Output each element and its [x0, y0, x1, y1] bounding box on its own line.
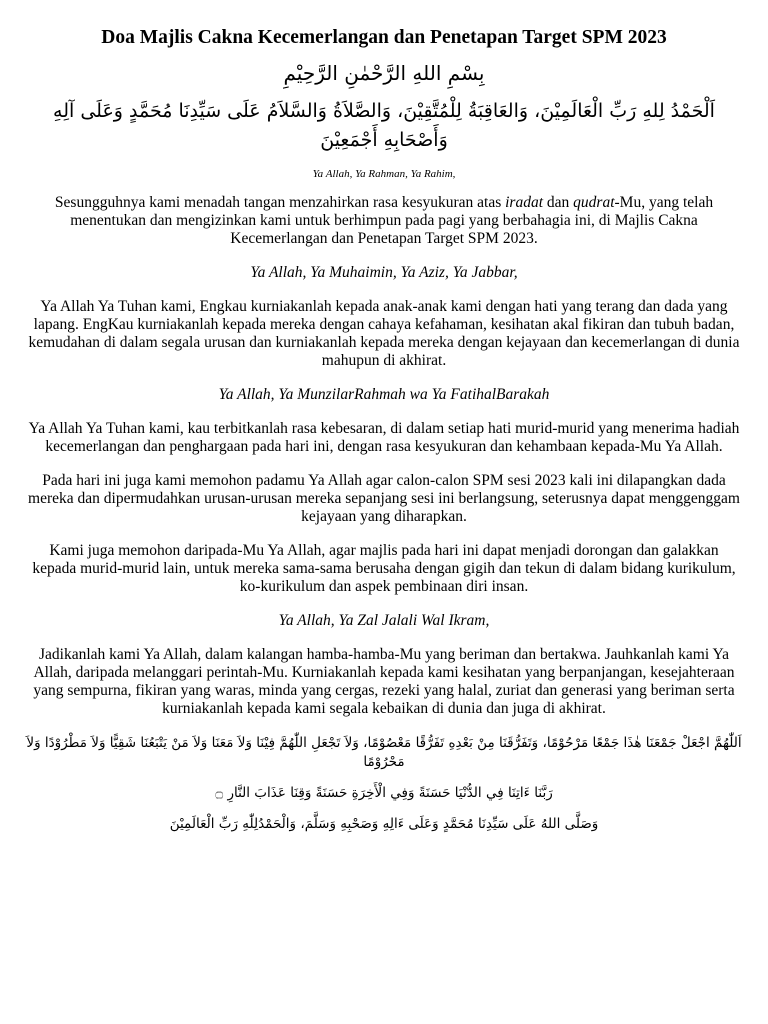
iradat-term: iradat [505, 194, 544, 212]
hamdalah-text: اَلْحَمْدُ لِلهِ رَبِّ الْعَالَمِيْنَ، وَالعَاقِبَةُ لِلْمُتَّقِيْنَ، وَالصَّلاَةُ وَالسَّلاَمُ عَلَى سَيِّدِنَا مُحَمَّدٍ وَعَلَى آلِهِ وَأَصْحَابِهِ أَجْمَعِيْنَ [53, 100, 715, 151]
paragraph-gratitude-part: -Mu, yang telah menentukan dan mengizinkan kami untuk berhimpun pada pagi yang berbahagia ini, di Majlis Cakna Kecemerlangan dan Penetapan Target SPM 2023. [70, 194, 714, 248]
paragraph-gratitude [26, 194, 742, 248]
paragraph-faithful-servants: Jadikanlah kami Ya Allah, dalam kalangan hamba-hamba-Mu yang beriman dan bertakwa. Jauhkanlah kami Ya Allah, daripada melanggari perintah-Mu. Kurniakanlah kepada kami kesihatan yang berpanjangan, kesejahteraan yang sempurna, fikiran yang waras, minda yang cergas, rezeki yang halal, zuriat dan generasi yang beriman serta kurniakanlah kepada kami segala kebaikan di dunia dan juga di akhirat. [33, 646, 735, 718]
paragraph-award-recipients: Ya Allah Ya Tuhan kami, kau terbitkanlah rasa kebesaran, di dalam setiap hati murid-murid yang menerima hadiah kecemerlangan dan penghargaan pada hari ini, dengan rasa kesyukuran dan kehambaan kepada-Mu Ya Allah. [28, 420, 740, 456]
paragraph-children-blessing: Ya Allah Ya Tuhan kami, Engkau kurniakanlah kepada anak-anak kami dengan hati yang terang dan dada yang lapang. EngKau kurniakanlah kepada mereka dengan cahaya kefahaman, kesihatan akal fikiran dan tubuh badan, kemudahan di dalam segala urusan dan kurniakanlah kepada mereka dengan kejayaan dan kecemerlangan di dunia mahupun di akhirat. [28, 298, 740, 370]
invocation-munzilar: Ya Allah, Ya MunzilarRahmah wa Ya FatihalBarakah [218, 386, 550, 404]
basmala-text: بِسْمِ اللهِ الرَّحْمٰنِ الرَّحِيْمِ [283, 61, 485, 86]
arabic-closing-salawat: وَصَلَّى اللهُ عَلَى سَيِّدِنَا مُحَمَّدٍ وَعَلَى ءَالِهِ وَصَحْبِهِ وَسَلَّمَ، وَالْحَمْدُلِلّٰهِ رَبِّ الْعَالَمِيْنَ [169, 816, 599, 833]
invocation-zal-jalali: Ya Allah, Ya Zal Jalali Wal Ikram, [278, 612, 490, 630]
arabic-rabbana-prayer: رَبَّنَا ءَاتِنَا فِي الدُّنْيَا حَسَنَةً وَفِي الْأَخِرَةِ حَسَنَةً وَقِنَا عَذَابَ النَّارِ ۝ [215, 785, 553, 802]
paragraph-motivation: Kami juga memohon daripada-Mu Ya Allah, agar majlis pada hari ini dapat menjadi dorongan dan galakkan kepada murid-murid lain, untuk mereka sama-sama berusaha dengan gigih dan tekun di dalam bidang kurikulum, ko-kurikulum dan aspek pembinaan diri insan. [32, 542, 736, 596]
invocation-muhaimin: Ya Allah, Ya Muhaimin, Ya Aziz, Ya Jabbar, [250, 264, 518, 282]
arabic-gathering-prayer: اَللّٰهُمَّ اجْعَلْ جَمْعَنَا هٰذَا جَمْعًا مَرْحُوْمًا، وَتَفَرُّقَنَا مِنْ بَعْدِهِ تَفَرُّقًا مَعْصُوْمًا، وَلاَ تَجْعَلِ اللّٰهُمَّ فِيْنَا وَلاَ مَعَنَا وَلاَ مَنْ يَتْبَعُنَا شَقِيًّا وَلاَ مَطْرُوْدًا وَلاَ مَحْرُوْمًا [26, 735, 742, 771]
paragraph-spm-candidates: Pada hari ini juga kami memohon padamu Ya Allah agar calon-calon SPM sesi 2023 kali ini dilapangkan dada mereka dan dipermudahkan urusan-urusan mereka sepanjang sesi ini berlangsung, seterusnya dapat menggenggam kejayaan yang diharapkan. [28, 472, 740, 526]
paragraph-gratitude-part: dan [543, 194, 574, 212]
opening-invocation: Ya Allah, Ya Rahman, Ya Rahim, [312, 168, 456, 181]
document-title: Doa Majlis Cakna Kecemerlangan dan Penetapan Target SPM 2023 [101, 27, 667, 48]
qudrat-term: qudrat [573, 194, 615, 212]
paragraph-gratitude-part: Sesungguhnya kami menadah tangan menzahirkan rasa kesyukuran atas [54, 194, 506, 212]
